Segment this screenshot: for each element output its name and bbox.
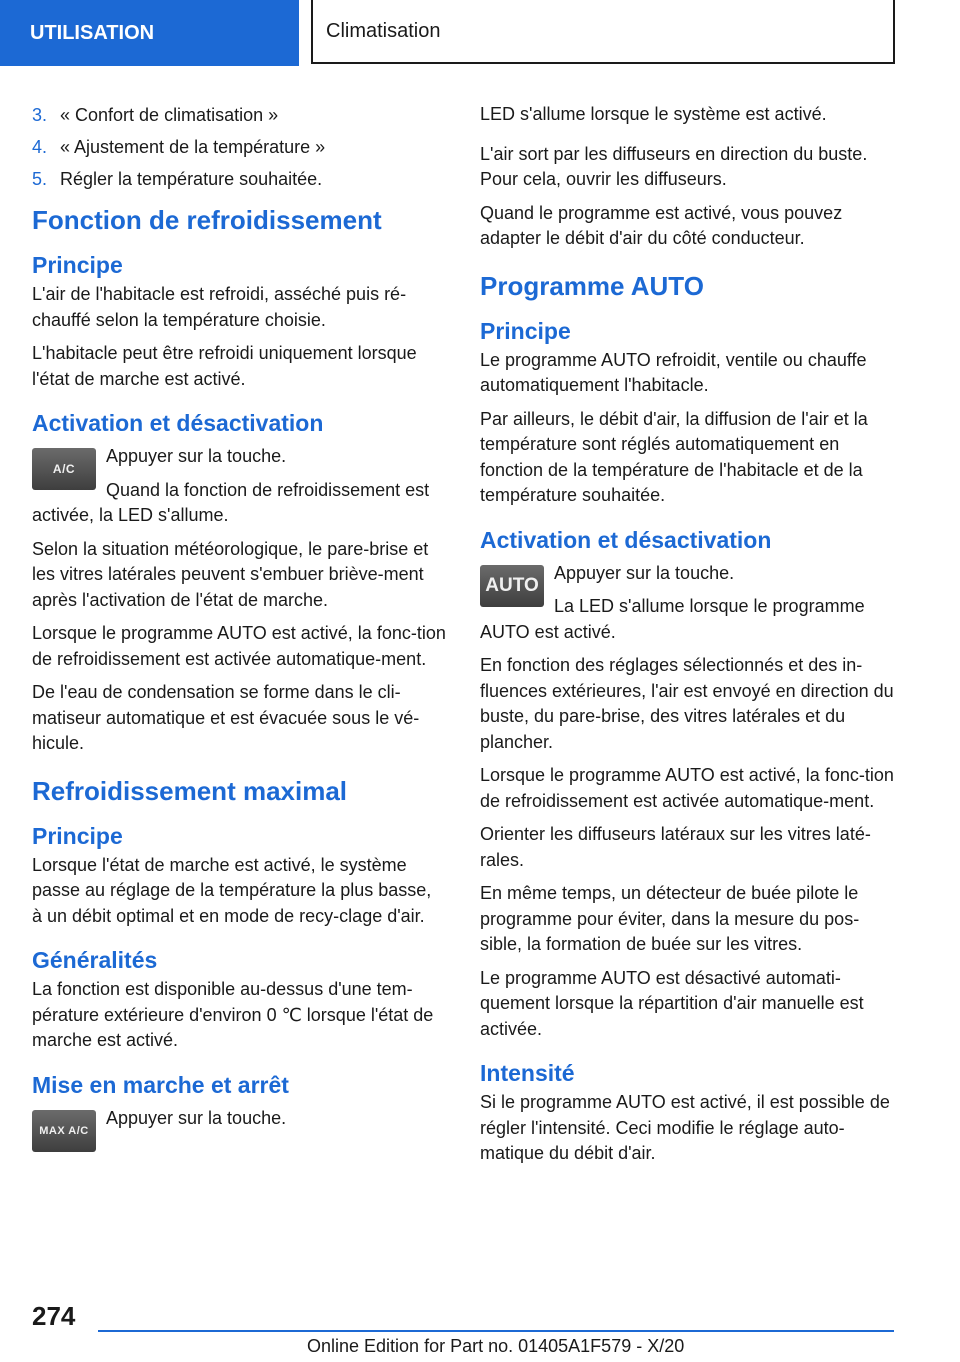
list-item	[32, 102, 446, 128]
heading-principe: Principe	[480, 317, 571, 344]
ac-button-instruction	[32, 444, 446, 529]
instruction-text: Appuyer sur la touche.	[106, 1107, 287, 1128]
paragraph: Lorsque l'état de marche est activé, le système passe au réglage de la température la plus basse, à un débit optimal et en mode de recy‐clage d'air.	[32, 854, 432, 926]
max-ac-button-instruction	[32, 1106, 446, 1152]
paragraph: L'air de l'habitacle est refroidi, asséché puis ré‐chauffé selon la température choisie.	[32, 284, 407, 330]
instruction-text: Appuyer sur la touche.	[554, 562, 735, 583]
paragraph: Lorsque le programme AUTO est activé, la fonc‐tion de refroidissement est activée automatique‐ment.	[480, 765, 894, 811]
paragraph: Le programme AUTO refroidit, ventile ou chauffe automatiquement l'habitacle.	[480, 349, 867, 395]
heading-activation: Activation et désactivation	[32, 410, 324, 436]
heading-mise-en-marche: Mise en marche et arrêt	[32, 1071, 289, 1098]
list-item	[32, 134, 446, 160]
instruction-text: Quand la fonction de refroidissement est activée, la LED s'allume.	[32, 479, 430, 525]
heading-refroidissement-maximal: Refroidissement maximal	[32, 775, 348, 806]
list-item	[32, 166, 446, 192]
step-number: 3.	[32, 105, 48, 125]
paragraph: La fonction est disponible au-dessus d'une tem‐pérature extérieure d'environ 0 ℃ lorsque l'état de marche est activé.	[32, 979, 434, 1050]
ac-button-icon: A/C	[32, 448, 96, 490]
paragraph: Si le programme AUTO est activé, il est possible de régler l'intensité. Ceci modifie le réglage auto‐matique du débit d'air.	[480, 1092, 890, 1163]
auto-button-icon: AUTO	[480, 565, 544, 607]
heading-intensite: Intensité	[480, 1060, 575, 1086]
paragraph: En même temps, un détecteur de buée pilote le programme pour éviter, dans la mesure du pos‐sible, la formation de buée sur les vitres.	[480, 883, 860, 954]
left-column	[32, 102, 446, 1152]
step-number: 4.	[32, 137, 48, 157]
paragraph: Selon la situation météorologique, le pare-brise et les vitres latérales peuvent s'embuer briève‐ment après l'activation de l'état de marche.	[32, 538, 429, 610]
instruction-text: Appuyer sur la touche.	[106, 446, 287, 466]
page-header	[0, 0, 960, 66]
paragraph: L'air sort par les diffuseurs en direction du buste. Pour cela, ouvrir les diffuseurs.	[480, 143, 868, 189]
step-text: Régler la température souhaitée.	[60, 169, 323, 189]
page-number: 274	[32, 1301, 76, 1331]
paragraph: En fonction des réglages sélectionnés et des in‐fluences extérieures, l'air est envoyé en direction du buste, du pare-brise, des vitres latérales et du plancher.	[480, 655, 894, 752]
steps-list	[32, 102, 446, 192]
paragraph: De l'eau de condensation se forme dans le cli‐matiseur automatique et est évacuée sous le vé‐hicule.	[32, 682, 420, 753]
paragraph: Par ailleurs, le débit d'air, la diffusion de l'air et la température sont réglés automatiquement en fonction de la température de l'habitacle et de la température souhaitée.	[480, 408, 868, 505]
max-ac-button-icon: MAX A/C	[32, 1110, 96, 1152]
paragraph: LED s'allume lorsque le système est activé.	[480, 104, 827, 124]
paragraph: Lorsque le programme AUTO est activé, la fonc‐tion de refroidissement est activée automatique‐ment.	[32, 623, 446, 669]
footer-divider	[98, 1330, 894, 1332]
section-tab: UTILISATION	[0, 0, 299, 66]
paragraph: Orienter les diffuseurs latéraux sur les vitres laté‐rales.	[480, 824, 871, 870]
step-text: « Ajustement de la température »	[60, 137, 326, 157]
heading-generalites: Généralités	[32, 947, 158, 973]
right-column	[480, 102, 894, 1175]
step-number: 5.	[32, 169, 48, 189]
heading-activation: Activation et désactivation	[480, 526, 772, 553]
heading-principe: Principe	[32, 252, 123, 278]
chapter-title: Climatisation	[311, 0, 895, 64]
heading-refroidissement: Fonction de refroidissement	[32, 205, 382, 235]
heading-principe: Principe	[32, 822, 123, 849]
instruction-text: La LED s'allume lorsque le programme AUTO est activé.	[480, 596, 865, 642]
edition-note: Online Edition for Part no. 01405A1F579 - X/20	[307, 1336, 685, 1356]
auto-button-instruction	[480, 561, 894, 646]
paragraph: L'habitacle peut être refroidi uniquement lorsque l'état de marche est activé.	[32, 343, 417, 389]
heading-programme-auto: Programme AUTO	[480, 270, 704, 301]
paragraph: Le programme AUTO est désactivé automati‐quement lorsque la répartition d'air manuelle est activée.	[480, 967, 864, 1039]
paragraph: Quand le programme est activé, vous pouvez adapter le débit d'air du côté conducteur.	[480, 202, 843, 248]
step-text: « Confort de climatisation »	[60, 105, 279, 125]
